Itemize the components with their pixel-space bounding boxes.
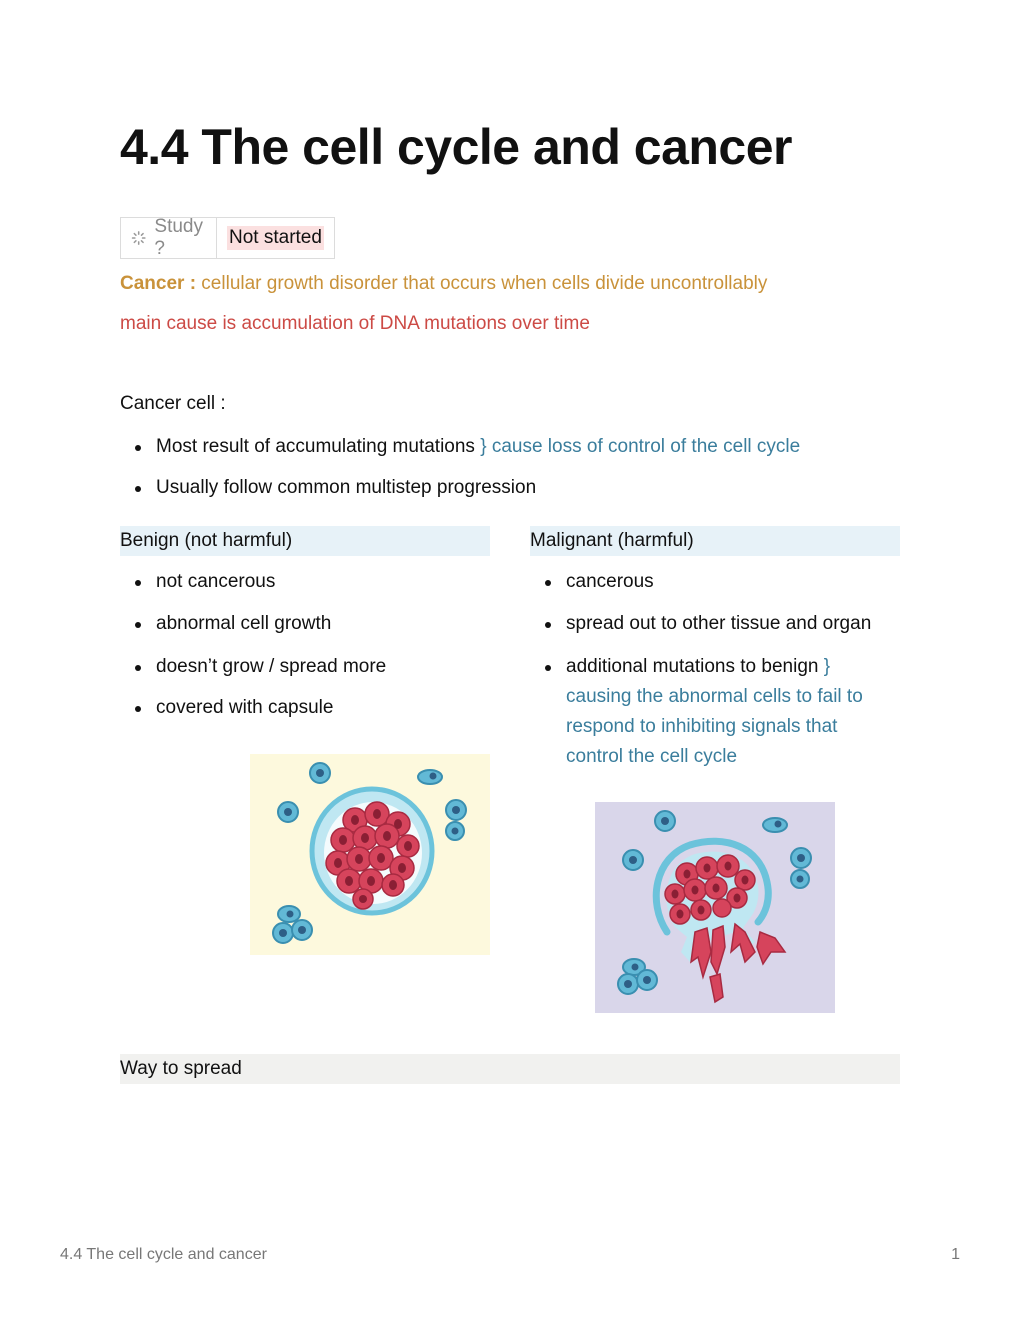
list-item-text: additional mutations to benign: [566, 656, 824, 677]
way-to-spread-toggle[interactable]: Way to spread: [120, 1054, 900, 1084]
property-name-label: Study ?: [154, 216, 203, 259]
definition-text: cellular growth disorder that occurs when cells divide uncontrollably: [196, 273, 768, 294]
list-item: not cancerous: [120, 567, 386, 597]
malignant-tumor-illustration: [595, 802, 835, 1013]
definition-term: Cancer :: [120, 273, 197, 294]
list-item: [120, 432, 800, 462]
cause-line: main cause is accumulation of DNA mutations over time: [120, 313, 590, 334]
list-item-note: respond to inhibiting signals that: [566, 716, 838, 737]
list-item: spread out to other tissue and organ: [530, 609, 900, 639]
list-item: [120, 473, 800, 503]
list-item: cancerous: [530, 567, 900, 597]
page-number: 1: [951, 1246, 960, 1263]
property-name[interactable]: [121, 218, 217, 258]
status-badge[interactable]: Not started: [229, 227, 322, 248]
property-value[interactable]: [217, 218, 334, 258]
page-title: 4.4 The cell cycle and cancer: [120, 119, 792, 175]
definition-line: [120, 273, 767, 295]
cancer-cell-heading: Cancer cell :: [120, 393, 226, 414]
list-item-note: } cause loss of control of the cell cycle: [480, 436, 801, 457]
list-item: covered with capsule: [120, 693, 386, 723]
list-item: doesn’t grow / spread more: [120, 652, 386, 682]
list-item-text: Usually follow common multistep progression: [156, 477, 537, 498]
property-row[interactable]: [120, 217, 335, 259]
list-item: [530, 652, 900, 772]
benign-tumor-illustration: [250, 754, 490, 955]
list-item-text: Most result of accumulating mutations: [156, 436, 481, 457]
benign-heading: Benign (not harmful): [120, 526, 490, 556]
list-item: abnormal cell growth: [120, 609, 386, 639]
malignant-heading: Malignant (harmful): [530, 526, 900, 556]
benign-list: [120, 567, 386, 723]
list-item-note: control the cell cycle: [566, 746, 738, 767]
list-item-note: }: [823, 656, 831, 677]
malignant-list: [530, 567, 900, 772]
list-item-note: causing the abnormal cells to fail to: [566, 686, 863, 707]
cancer-cell-list: [120, 432, 800, 503]
loading-spinner-icon: [131, 228, 146, 248]
footer-title: 4.4 The cell cycle and cancer: [60, 1246, 267, 1263]
